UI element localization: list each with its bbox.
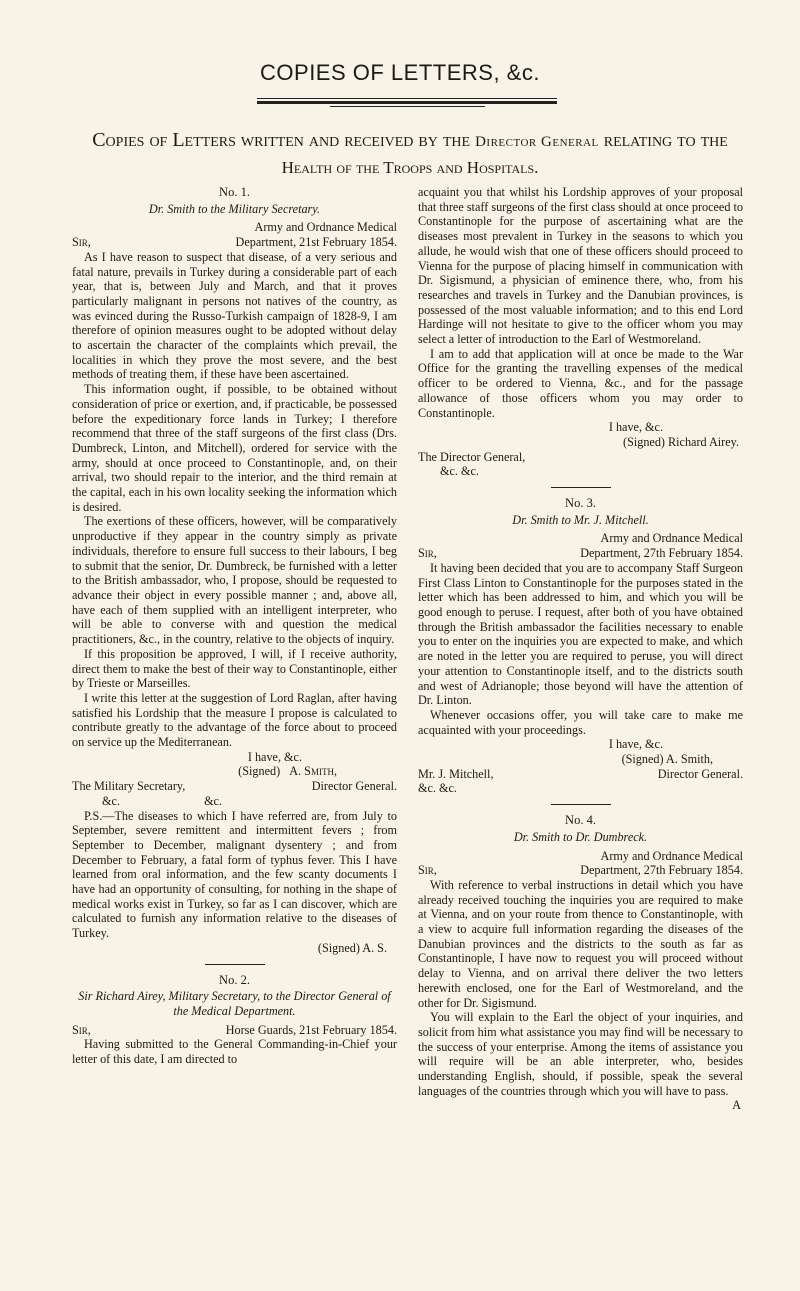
title-line-1-end: relating to the [603,129,728,151]
letter-1-salutation: Sir, [72,235,91,250]
letter-1-paragraph-4: If this proposition be approved, I will, if I receive authority, direct them to make the best of their way to Constantinople, either by Trieste or Marseilles. [72,646,397,691]
letter-2-close: I have, &c. [608,420,663,435]
separator-rule [551,804,611,805]
letter-3-salutation: Sir, [418,546,437,561]
title-line-1 [75,128,745,155]
letter-2-addressee: The Director General, [418,449,526,464]
letter-1-postscript: P.S.—The diseases to which I have referred are, from July to September, severe remittent and intermittent fevers ; from September to December, malignant dysentery ; and from December to February, a fatal form of typhus fever. This I have learned from oral information, and the few scanty documents I have had an opportunity of consulting, for nothing in the shape of medical works exist in Turkey, so far as I can discover, which are calculated to furnish any information relative to the diseases of Turkey. [72,808,397,941]
letter-2-paragraph-1-continued: acquaint you that whilst his Lordship approves of your proposal that three staff surgeons of the first class should at once proceed to Constantinople for the purpose of ascertaining what are the diseases most prevalent in Turkey in the seasons to which you allude, he would wish that one of these officers should proceed to Vienna for the purpose of placing himself in communication with Dr. Sigismund, a physician of eminence there, who, from his researches and travels in Turkey and the Danubian provinces, is possessed of the most valuable information; and to this end Lord Hardinge will not hesitate to give to the officer whom you may select a letter of introduction to the Earl of Westmoreland. [418,185,743,347]
right-column [418,185,743,1113]
left-column [72,185,397,1067]
letter-1-number: No. 1. [219,185,250,199]
letter-2-signature: (Signed) Richard Airey. [623,434,739,449]
title-line-2: Health of the Troops and Hospitals. [281,158,539,177]
letter-3-dept-line-2: Department, 27th February 1854. [580,546,743,561]
letter-1-dateline [72,235,397,250]
letter-1-signer-role: Director General. [311,779,397,794]
title-line-1-text: Copies of Letters written and received by the [92,129,471,151]
letter-1-paragraph-3: The exertions of these officers, however, will be comparatively unproductive if they appear in the country simply as private individuals, therefore to ensure full success to their labours, I beg to submit that the senior, Dr. Dumbreck, be furnished with a letter to the British ambassador, who, I propose, should be requested to advance their object in every possible manner ; and, above all, have each of them supplied with an intelligent interpreter, who will be able to converse with and question the medical practitioners, &c., in the country, relative to the objects of inquiry. [72,514,397,647]
letter-3-number: No. 3. [565,496,596,511]
letter-4-paragraph-1: With reference to verbal instructions in detail which you have already received touching the inquiries you are required to make at Vienna, and on your route from thence to Constantinople, with a view to acquire full information regarding the diseases of the Danubian provinces and the districts to the south as far as Constantinople, I have now to request you will proceed without delay to Vienna, and on arrival there deliver the two letters herewith enclosed, one for the Earl of Westmoreland, and the other for Dr. Sigismund. [418,877,743,1010]
letter-2-date: Horse Guards, 21st February 1854. [225,1022,397,1037]
letter-1-paragraph-2: This information ought, if possible, to be obtained without consideration of price or exertion, and, if practicable, be possessed before the expeditionary force lands in Turkey; I therefore recommend that three of the staff surgeons of the first class (Drs. Dumbreck, Linton, and Mitchell), ordered for service with the army, should at once proceed to Constantinople, and, on their arrival, two should repair to the interior, and the third remain at the capital, each in his own locality seeking the information which is desired. [72,382,397,514]
letter-3-dept-line-1: Army and Ordnance Medical [600,531,743,546]
letter-1-address-line [72,779,397,794]
letter-1-dept-line-2: Department, 21st February 1854. [235,235,397,250]
letter-3-etc: &c. &c. [418,781,457,796]
separator-rule [551,487,611,488]
letter-1-etc-1: &c. [102,793,120,808]
letter-2-salutation: Sir, [72,1022,91,1037]
letter-2-dateline [72,1023,397,1038]
letter-1-addressee: The Military Secretary, [72,779,186,794]
header-rule-short [330,106,485,107]
running-header: COPIES OF LETTERS, &c. [260,60,540,85]
letter-1-etc [72,794,222,809]
letter-1-signature [72,764,397,779]
letter-2-number: No. 2. [219,972,250,987]
document-title [75,128,745,180]
letter-3-close: I have, &c. [608,737,663,752]
letter-1-signer: A. Smith, [289,764,337,779]
header-rule-thin [257,98,557,99]
letter-4-correspondents: Dr. Smith to Dr. Dumbreck. [513,829,648,844]
letter-2-paragraph-1: Having submitted to the General Commanding-in-Chief your letter of this date, I am directed to [72,1037,397,1067]
letter-2-paragraph-2: I am to add that application will at once be made to the War Office for the granting the travelling expenses of the medical officer to be ordered to Vienna, &c., and for the passage allowance of those officers whom you may order to Constantinople. [418,346,743,420]
letter-3-signer-role: Director General. [657,766,743,781]
letter-1-signed: (Signed) [238,764,281,779]
letter-4-number: No. 4. [565,813,596,828]
letter-3-address-line [418,767,743,782]
letter-4-dateline [418,863,743,878]
header-rule-thick [257,101,557,104]
letter-2-etc: &c. &c. [440,464,479,479]
letter-4-dept-line-1: Army and Ordnance Medical [600,848,743,863]
catchword: A [732,1098,741,1113]
letter-3-paragraph-2: Whenever occasions offer, you will take care to make me acquainted with your proceedings. [418,707,743,737]
letter-4-paragraph-2: You will explain to the Earl the object of your inquiries, and solicit from him what assistance you may find will be necessary to the success of your enterprise. Among the items of assistance you will require will be an able interpreter, who, besides understanding English, should, if possible, speak the several languages of the countries through which you will have to pass. [418,1010,743,1098]
letter-3-addressee: Mr. J. Mitchell, [418,766,494,781]
letter-3-correspondents: Dr. Smith to Mr. J. Mitchell. [512,512,649,527]
letter-4-dept-line-2: Department, 27th February 1854. [580,863,743,878]
letter-3-paragraph-1: It having been decided that you are to accompany Staff Surgeon First Class Linton to Constantinople for the purposes stated in the letter which has been addressed to him, and which you will be good enough to peruse. I request, after both of you have obtained through the British ambassador the facilities necessary to enable you to enter on the inquiries you are expected to make, and which are noted in the letter you are required to peruse, you will direct your attention to Constantinople itself, and to the districts south and west of Adrianople; those beyond will have the attention of Dr. Linton. [418,560,743,708]
letter-1-correspondents: Dr. Smith to the Military Secretary. [148,201,321,216]
letter-2-correspondents: Sir Richard Airey, Military Secretary, to the Director General of the Medical Department. [78,989,391,1018]
letter-1-dept-line-1: Army and Ordnance Medical [254,220,397,235]
title-director-general: Director General [475,134,599,150]
letter-1-paragraph-1: As I have reason to suspect that disease, of a very serious and fatal nature, prevails in Turkey during a considerable part of each year, that is, between July and March, and that it proves particularly malignant in persons not natives of the country, as was evinced during the Russo-Turkish campaign of 1828-9, I am therefore of opinion measures ought to be adopted without delay to ascertain the character of the complaints which prevail, the localities in which they prove the most severe, and the best methods of treating them, if these have been ascertained. [72,249,397,382]
letter-4-salutation: Sir, [418,863,437,878]
letter-3-signature: (Signed) A. Smith, [621,752,713,767]
letter-1-paragraph-5: I write this letter at the suggestion of Lord Raglan, after having satisfied his Lordship that the measure I propose is calculated to contribute greatly to the advantage of the force about to proceed on service up the Mediterranean. [72,690,397,750]
letter-1-close: I have, &c. [247,749,302,764]
separator-rule [205,964,265,965]
letter-1-ps-signature: (Signed) A. S. [317,940,387,955]
letter-1-etc-2: &c. [204,793,222,808]
letter-3-dateline [418,546,743,561]
